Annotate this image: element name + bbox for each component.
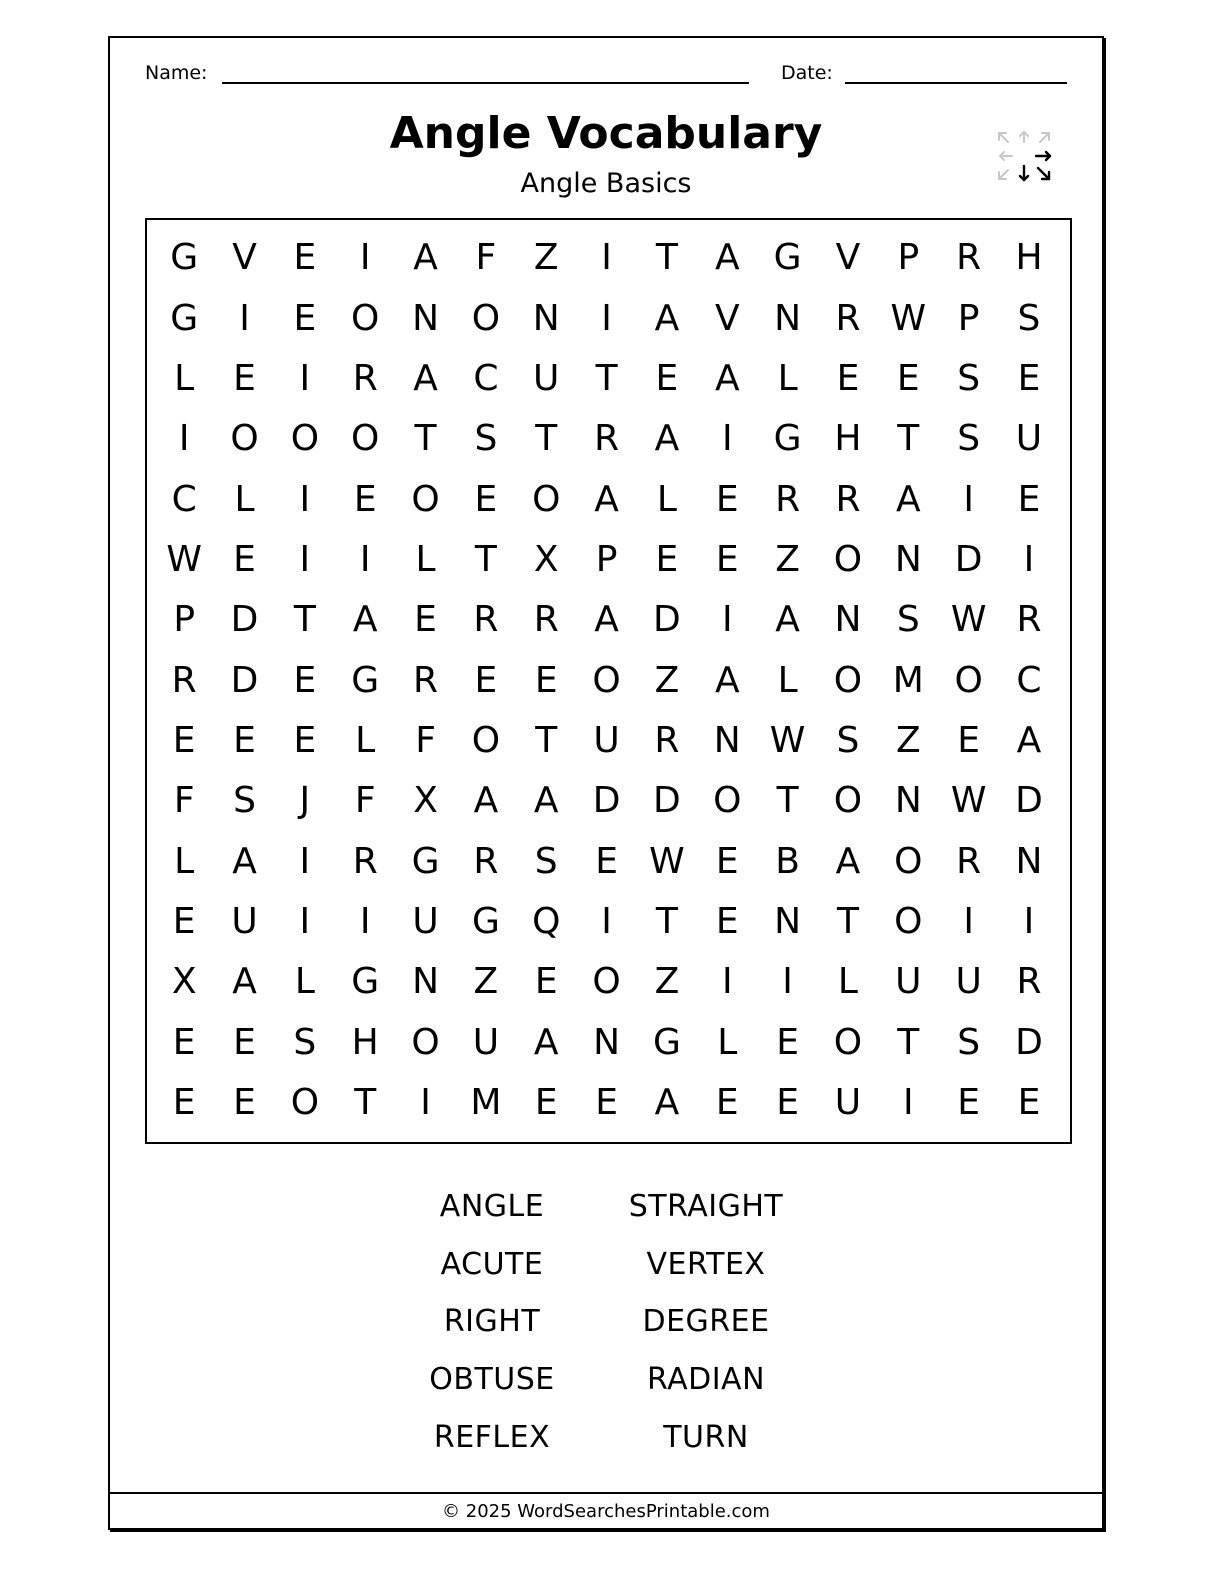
grid-letter[interactable]: X (171, 961, 197, 1003)
grid-letter[interactable]: N (894, 780, 922, 822)
grid-letter[interactable]: D (653, 780, 681, 822)
grid-letter[interactable]: I (721, 599, 733, 641)
grid-letter[interactable]: A (895, 478, 921, 520)
grid-letter[interactable]: V (835, 237, 861, 279)
grid-letter[interactable]: E (172, 900, 196, 942)
grid-letter[interactable]: O (592, 659, 621, 701)
grid-letter[interactable]: E (836, 357, 860, 399)
grid-letter[interactable]: Z (775, 538, 800, 580)
grid-letter[interactable]: D (230, 599, 259, 641)
grid-letter[interactable]: E (957, 719, 981, 761)
grid-letter[interactable]: A (714, 357, 740, 399)
grid-letter[interactable]: R (352, 357, 378, 399)
grid-letter[interactable]: O (592, 961, 621, 1003)
grid-letter[interactable]: S (836, 719, 860, 761)
grid-letter[interactable]: O (411, 1021, 440, 1063)
grid-letter[interactable]: X (413, 780, 438, 822)
grid-letter[interactable]: O (471, 297, 501, 339)
grid-letter[interactable]: L (234, 478, 255, 520)
grid-letter[interactable]: N (774, 900, 802, 942)
grid-letter[interactable]: E (233, 719, 256, 761)
word-list-column-2 (576, 1178, 836, 1466)
grid-letter[interactable]: U (472, 1021, 500, 1063)
word-list-item: VERTEX (646, 1246, 766, 1282)
grid-letter[interactable]: L (717, 1021, 738, 1063)
grid-letter[interactable]: A (473, 780, 499, 822)
grid-letter[interactable]: L (294, 961, 315, 1003)
grid-letter[interactable]: I (420, 1081, 431, 1123)
grid-letter[interactable]: E (534, 961, 558, 1003)
grid-letter[interactable]: O (532, 478, 561, 520)
grid-letter[interactable]: D (1015, 1021, 1043, 1063)
word-list-item: RIGHT (443, 1304, 541, 1340)
grid-letter[interactable]: A (352, 599, 378, 641)
grid-letter[interactable]: A (654, 418, 680, 460)
grid-letter[interactable]: N (713, 719, 741, 761)
grid-letter[interactable]: I (359, 900, 371, 942)
grid-letter[interactable]: S (957, 357, 981, 399)
grid-letter[interactable]: W (166, 538, 202, 580)
grid-letter[interactable]: D (1015, 780, 1043, 822)
grid-letter[interactable]: S (233, 780, 256, 822)
grid-letter[interactable]: I (1023, 538, 1035, 580)
grid-letter[interactable]: T (414, 418, 437, 460)
grid-letter[interactable]: I (359, 237, 371, 279)
grid-letter[interactable]: I (299, 357, 311, 399)
grid-letter[interactable]: O (954, 659, 983, 701)
grid-letter[interactable]: I (178, 418, 190, 460)
grid-letter[interactable]: O (230, 418, 259, 460)
grid-letter[interactable]: E (715, 1081, 739, 1123)
grid-letter[interactable]: E (957, 1081, 981, 1123)
grid-letter[interactable]: A (594, 599, 619, 641)
grid-letter[interactable]: D (592, 780, 621, 822)
grid-letter[interactable]: L (837, 961, 858, 1003)
grid-letter[interactable]: U (231, 900, 258, 942)
grid-letter[interactable]: N (593, 1021, 621, 1063)
grid-letter[interactable]: F (475, 237, 497, 279)
grid-letter[interactable]: U (955, 961, 982, 1003)
grid-letter[interactable]: R (1016, 599, 1042, 641)
grid-letter[interactable]: O (894, 900, 923, 942)
grid-letter[interactable]: E (293, 659, 317, 701)
grid-letter[interactable]: I (963, 478, 974, 520)
grid-letter[interactable]: A (413, 357, 438, 399)
grid-letter[interactable]: I (299, 478, 311, 520)
grid-letter[interactable]: E (233, 1081, 256, 1123)
grid-letter[interactable]: Z (473, 961, 499, 1003)
grid-letter[interactable]: A (232, 840, 257, 882)
grid-letter[interactable]: E (715, 478, 739, 520)
grid-letter[interactable]: E (414, 599, 437, 641)
grid-letter[interactable]: R (171, 659, 197, 701)
grid-letter[interactable]: A (594, 478, 619, 520)
grid-letter[interactable]: I (1023, 900, 1035, 942)
grid-letter[interactable]: X (533, 538, 559, 580)
grid-letter[interactable]: E (896, 357, 920, 399)
grid-letter[interactable]: O (290, 1081, 320, 1123)
grid-letter[interactable]: H (834, 418, 862, 460)
grid-letter[interactable]: R (473, 840, 499, 882)
grid-letter[interactable]: E (595, 840, 618, 882)
grid-letter[interactable]: H (1015, 237, 1043, 279)
grid-letter[interactable]: Z (533, 237, 559, 279)
grid-letter[interactable]: L (415, 538, 436, 580)
grid-letter[interactable]: P (957, 297, 980, 339)
name-field[interactable] (222, 82, 749, 84)
grid-letter[interactable]: J (299, 780, 311, 822)
grid-letter[interactable]: S (534, 840, 558, 882)
grid-letter[interactable]: T (474, 538, 497, 580)
grid-letter[interactable]: V (232, 237, 257, 279)
word-list-item: ANGLE (439, 1189, 545, 1225)
grid-letter[interactable]: L (174, 840, 195, 882)
grid-letter[interactable]: I (782, 961, 793, 1003)
grid-letter[interactable]: N (894, 538, 922, 580)
direction-arrows-icon (994, 128, 1054, 188)
grid-letter[interactable]: N (532, 297, 560, 339)
grid-letter[interactable]: S (896, 599, 920, 641)
grid-letter[interactable]: E (655, 357, 679, 399)
grid-letter[interactable]: A (1016, 719, 1042, 761)
grid-letter[interactable]: G (411, 840, 440, 882)
grid-letter[interactable]: G (170, 297, 199, 339)
grid-letter[interactable]: A (533, 780, 559, 822)
grid-letter[interactable]: T (655, 900, 678, 942)
grid-letter[interactable]: A (654, 297, 680, 339)
grid-letter[interactable]: E (233, 1021, 256, 1063)
footer-copyright: © 2025 WordSearchesPrintable.com (442, 1501, 770, 1522)
grid-letter[interactable]: E (715, 538, 739, 580)
grid-letter[interactable]: R (956, 840, 982, 882)
grid-letter[interactable]: A (714, 237, 740, 279)
grid-letter[interactable]: A (533, 1021, 559, 1063)
word-list-item: RADIAN (646, 1362, 766, 1398)
grid-letter[interactable]: L (355, 719, 376, 761)
grid-letter[interactable]: Z (654, 659, 680, 701)
grid-letter[interactable]: O (713, 780, 742, 822)
grid-letter[interactable]: U (533, 357, 560, 399)
grid-letter[interactable]: A (714, 659, 740, 701)
grid-letter[interactable]: W (950, 780, 987, 822)
grid-letter[interactable]: D (954, 538, 983, 580)
grid-letter[interactable]: H (351, 1021, 379, 1063)
grid-letter[interactable]: G (170, 237, 199, 279)
grid-letter[interactable]: C (171, 478, 197, 520)
grid-letter[interactable]: P (897, 237, 920, 279)
grid-letter[interactable]: I (963, 900, 974, 942)
grid-letter[interactable]: R (835, 478, 861, 520)
date-field[interactable] (845, 82, 1067, 84)
word-list-item: DEGREE (642, 1304, 770, 1340)
grid-letter[interactable]: S (1017, 297, 1041, 339)
grid-letter[interactable]: T (535, 719, 558, 761)
name-label: Name: (145, 62, 208, 84)
grid-letter[interactable]: W (890, 297, 927, 339)
grid-letter[interactable]: O (833, 538, 863, 580)
grid-letter[interactable]: O (894, 840, 923, 882)
grid-letter[interactable]: N (412, 297, 440, 339)
grid-letter[interactable]: O (833, 780, 863, 822)
page-title: Angle Vocabulary (389, 108, 823, 159)
grid-letter[interactable]: C (1016, 659, 1042, 701)
grid-letter[interactable]: R (835, 297, 861, 339)
grid-letter[interactable]: E (1017, 1081, 1041, 1123)
grid-letter[interactable]: N (834, 599, 862, 641)
grid-letter[interactable]: I (299, 900, 311, 942)
grid-letter[interactable]: S (957, 1021, 981, 1063)
grid-letter[interactable]: E (595, 1081, 618, 1123)
grid-letter[interactable]: O (351, 418, 380, 460)
grid-letter[interactable]: G (351, 659, 380, 701)
grid-letter[interactable]: G (773, 237, 802, 279)
grid-letter[interactable]: E (474, 659, 498, 701)
grid-letter[interactable]: T (776, 780, 799, 822)
grid-letter[interactable]: Z (654, 961, 680, 1003)
grid-letter[interactable]: L (777, 357, 798, 399)
grid-letter[interactable]: R (413, 659, 439, 701)
grid-letter[interactable]: E (776, 1081, 799, 1123)
grid-letter[interactable]: F (173, 780, 195, 822)
grid-letter[interactable]: R (473, 599, 499, 641)
grid-letter[interactable]: T (897, 1021, 920, 1063)
grid-letter[interactable]: N (412, 961, 440, 1003)
grid-letter[interactable]: L (656, 478, 677, 520)
word-list-item: TURN (663, 1419, 749, 1455)
grid-letter[interactable]: W (769, 719, 806, 761)
grid-letter[interactable]: V (714, 297, 740, 339)
grid-letter[interactable]: T (897, 418, 920, 460)
grid-letter[interactable]: Q (532, 900, 561, 942)
grid-letter[interactable]: S (957, 418, 981, 460)
grid-letter[interactable]: O (833, 1021, 863, 1063)
grid-letter[interactable]: R (352, 840, 378, 882)
grid-letter[interactable]: G (351, 961, 380, 1003)
grid-letter[interactable]: S (474, 418, 498, 460)
grid-letter[interactable]: P (173, 599, 196, 641)
grid-letter[interactable]: R (775, 478, 801, 520)
grid-letter[interactable]: E (474, 478, 498, 520)
grid-letter[interactable]: U (895, 961, 922, 1003)
grid-letter[interactable]: T (595, 357, 618, 399)
grid-letter[interactable]: F (415, 719, 436, 761)
grid-letter[interactable]: F (354, 780, 376, 822)
date-label: Date: (781, 62, 833, 84)
grid-letter[interactable]: E (534, 659, 558, 701)
grid-letter[interactable]: A (654, 1081, 680, 1123)
word-list-item: REFLEX (433, 1419, 551, 1455)
grid-letter[interactable]: N (774, 297, 802, 339)
grid-letter[interactable]: M (470, 1081, 502, 1123)
grid-letter[interactable]: G (471, 900, 500, 942)
grid-letter[interactable]: A (413, 237, 438, 279)
grid-letter[interactable]: T (354, 1081, 377, 1123)
grid-letter[interactable]: E (715, 840, 739, 882)
grid-letter[interactable]: U (593, 719, 620, 761)
grid-letter[interactable]: O (290, 418, 320, 460)
grid-letter[interactable]: A (775, 599, 800, 641)
grid-letter[interactable]: L (777, 659, 798, 701)
grid-letter[interactable]: P (595, 538, 618, 580)
grid-letter[interactable]: B (775, 840, 800, 882)
grid-letter[interactable]: O (833, 659, 863, 701)
grid-letter[interactable]: E (233, 538, 256, 580)
grid-letter[interactable]: E (534, 1081, 558, 1123)
grid-letter[interactable]: R (654, 719, 680, 761)
grid-letter[interactable]: M (892, 659, 924, 701)
footer-divider (108, 1492, 1104, 1494)
grid-letter[interactable]: E (233, 357, 256, 399)
grid-letter[interactable]: O (471, 719, 501, 761)
grid-letter[interactable]: I (902, 1081, 914, 1123)
grid-letter[interactable]: R (533, 599, 559, 641)
grid-letter[interactable]: D (230, 659, 259, 701)
grid-letter[interactable]: I (601, 900, 612, 942)
grid-letter[interactable]: A (232, 961, 257, 1003)
grid-letter[interactable]: O (351, 297, 380, 339)
grid-letter[interactable]: E (715, 900, 739, 942)
page-subtitle: Angle Basics (520, 168, 692, 199)
grid-letter[interactable]: E (353, 478, 377, 520)
grid-letter[interactable]: R (1016, 961, 1042, 1003)
grid-letter[interactable]: I (721, 418, 733, 460)
grid-letter[interactable]: E (293, 237, 317, 279)
grid-letter[interactable]: I (299, 538, 311, 580)
grid-letter[interactable]: S (293, 1021, 317, 1063)
grid-letter[interactable]: C (473, 357, 499, 399)
grid-letter[interactable]: I (299, 840, 311, 882)
grid-letter[interactable]: W (950, 599, 987, 641)
grid-letter[interactable]: L (174, 357, 195, 399)
grid-letter[interactable]: W (649, 840, 685, 882)
grid-letter[interactable]: E (1017, 357, 1041, 399)
grid-letter[interactable]: G (773, 418, 802, 460)
word-list-item: STRAIGHT (628, 1189, 784, 1225)
word-list-item: ACUTE (440, 1246, 544, 1282)
grid-letter[interactable]: E (172, 719, 196, 761)
grid-letter[interactable]: E (293, 297, 317, 339)
grid-letter[interactable]: O (411, 478, 440, 520)
grid-letter[interactable]: I (601, 237, 612, 279)
grid-letter[interactable]: D (653, 599, 681, 641)
grid-letter[interactable]: U (834, 1081, 862, 1123)
grid-letter[interactable]: T (293, 599, 316, 641)
grid-letter[interactable]: I (359, 538, 371, 580)
grid-letter[interactable]: T (655, 237, 678, 279)
grid-letter[interactable]: I (239, 297, 250, 339)
grid-letter[interactable]: E (172, 1021, 196, 1063)
word-list-item: OBTUSE (429, 1362, 555, 1398)
grid-letter[interactable]: T (535, 418, 558, 460)
grid-letter[interactable]: R (594, 418, 620, 460)
grid-letter[interactable]: E (655, 538, 679, 580)
grid-letter[interactable]: I (601, 297, 612, 339)
grid-letter[interactable]: E (172, 1081, 196, 1123)
grid-letter[interactable]: E (776, 1021, 799, 1063)
grid-letter[interactable]: I (721, 961, 733, 1003)
letter-grid (154, 228, 1059, 1133)
grid-letter[interactable]: E (293, 719, 317, 761)
grid-letter[interactable]: N (1015, 840, 1043, 882)
grid-letter[interactable]: A (835, 840, 861, 882)
grid-letter[interactable]: E (1017, 478, 1041, 520)
grid-letter[interactable]: U (412, 900, 439, 942)
grid-letter[interactable]: T (836, 900, 859, 942)
grid-letter[interactable]: Z (895, 719, 921, 761)
grid-letter[interactable]: U (1015, 418, 1043, 460)
grid-letter[interactable]: R (956, 237, 982, 279)
grid-letter[interactable]: G (652, 1021, 681, 1063)
